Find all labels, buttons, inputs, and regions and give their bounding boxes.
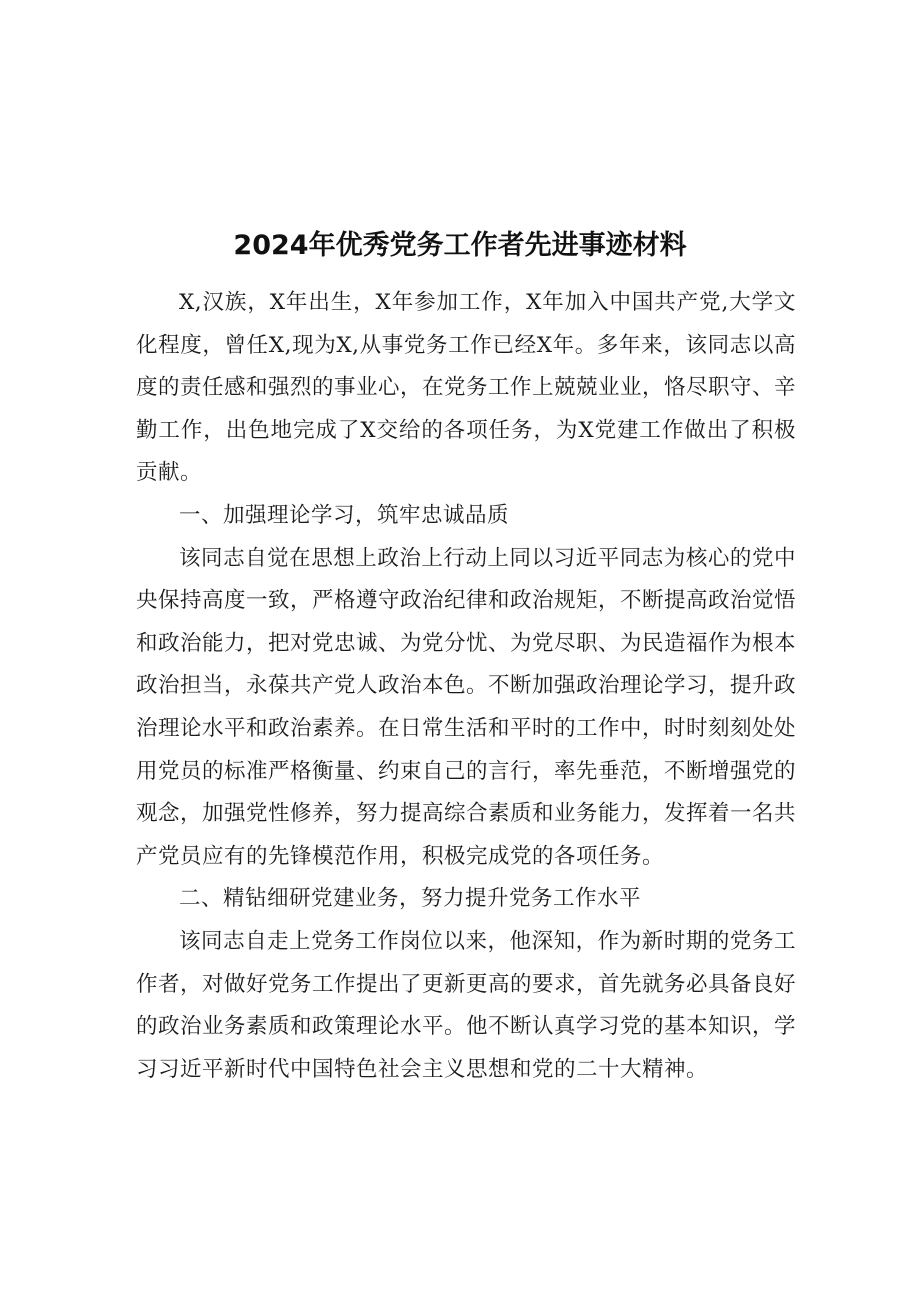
section-heading-1: 一、加强理论学习，筑牢忠诚品质	[179, 502, 510, 528]
document-title: 2024年优秀党务工作者先进事迹材料	[233, 230, 687, 261]
intro-paragraph: X,汉族，X年出生，X年参加工作，X年加入中国共产党,大学文化程度，曾任X,现为X,从事党务工作已经X年。多年来，该同志以高度的责任感和强烈的事业心，在党务工作上兢兢业业，恪尽职守、辛勤工作，出色地完成了X交给的各项任务，为X党建工作做出了积极贡献。	[136, 290, 797, 486]
section-paragraph-1: 该同志自觉在思想上政治上行动上同以习近平同志为核心的党中央保持高度一致，严格遵守政治纪律和政治规矩，不断提高政治觉悟和政治能力，把对党忠诚、为党分忧、为党尽职、为民造福作为根本政治担当，永葆共产党人政治本色。不断加强政治理论学习，提升政治理论水平和政治素养。在日常生活和平时的工作中，时时刻刻处处用党员的标准严格衡量、约束自己的言行，率先垂范，不断增强党的观念，加强党性修养，努力提高综合素质和业务能力，发挥着一名共产党员应有的先锋模范作用，积极完成党的各项任务。	[136, 545, 797, 869]
section-heading-2: 二、精钻细研党建业务，努力提升党务工作水平	[179, 886, 642, 912]
section-paragraph-2: 该同志自走上党务工作岗位以来，他深知，作为新时期的党务工作者，对做好党务工作提出了更新更高的要求，首先就务必具备良好的政治业务素质和政策理论水平。他不断认真学习党的基本知识，学习习近平新时代中国特色社会主义思想和党的二十大精神。	[136, 928, 797, 1082]
document-body	[136, 282, 796, 1091]
